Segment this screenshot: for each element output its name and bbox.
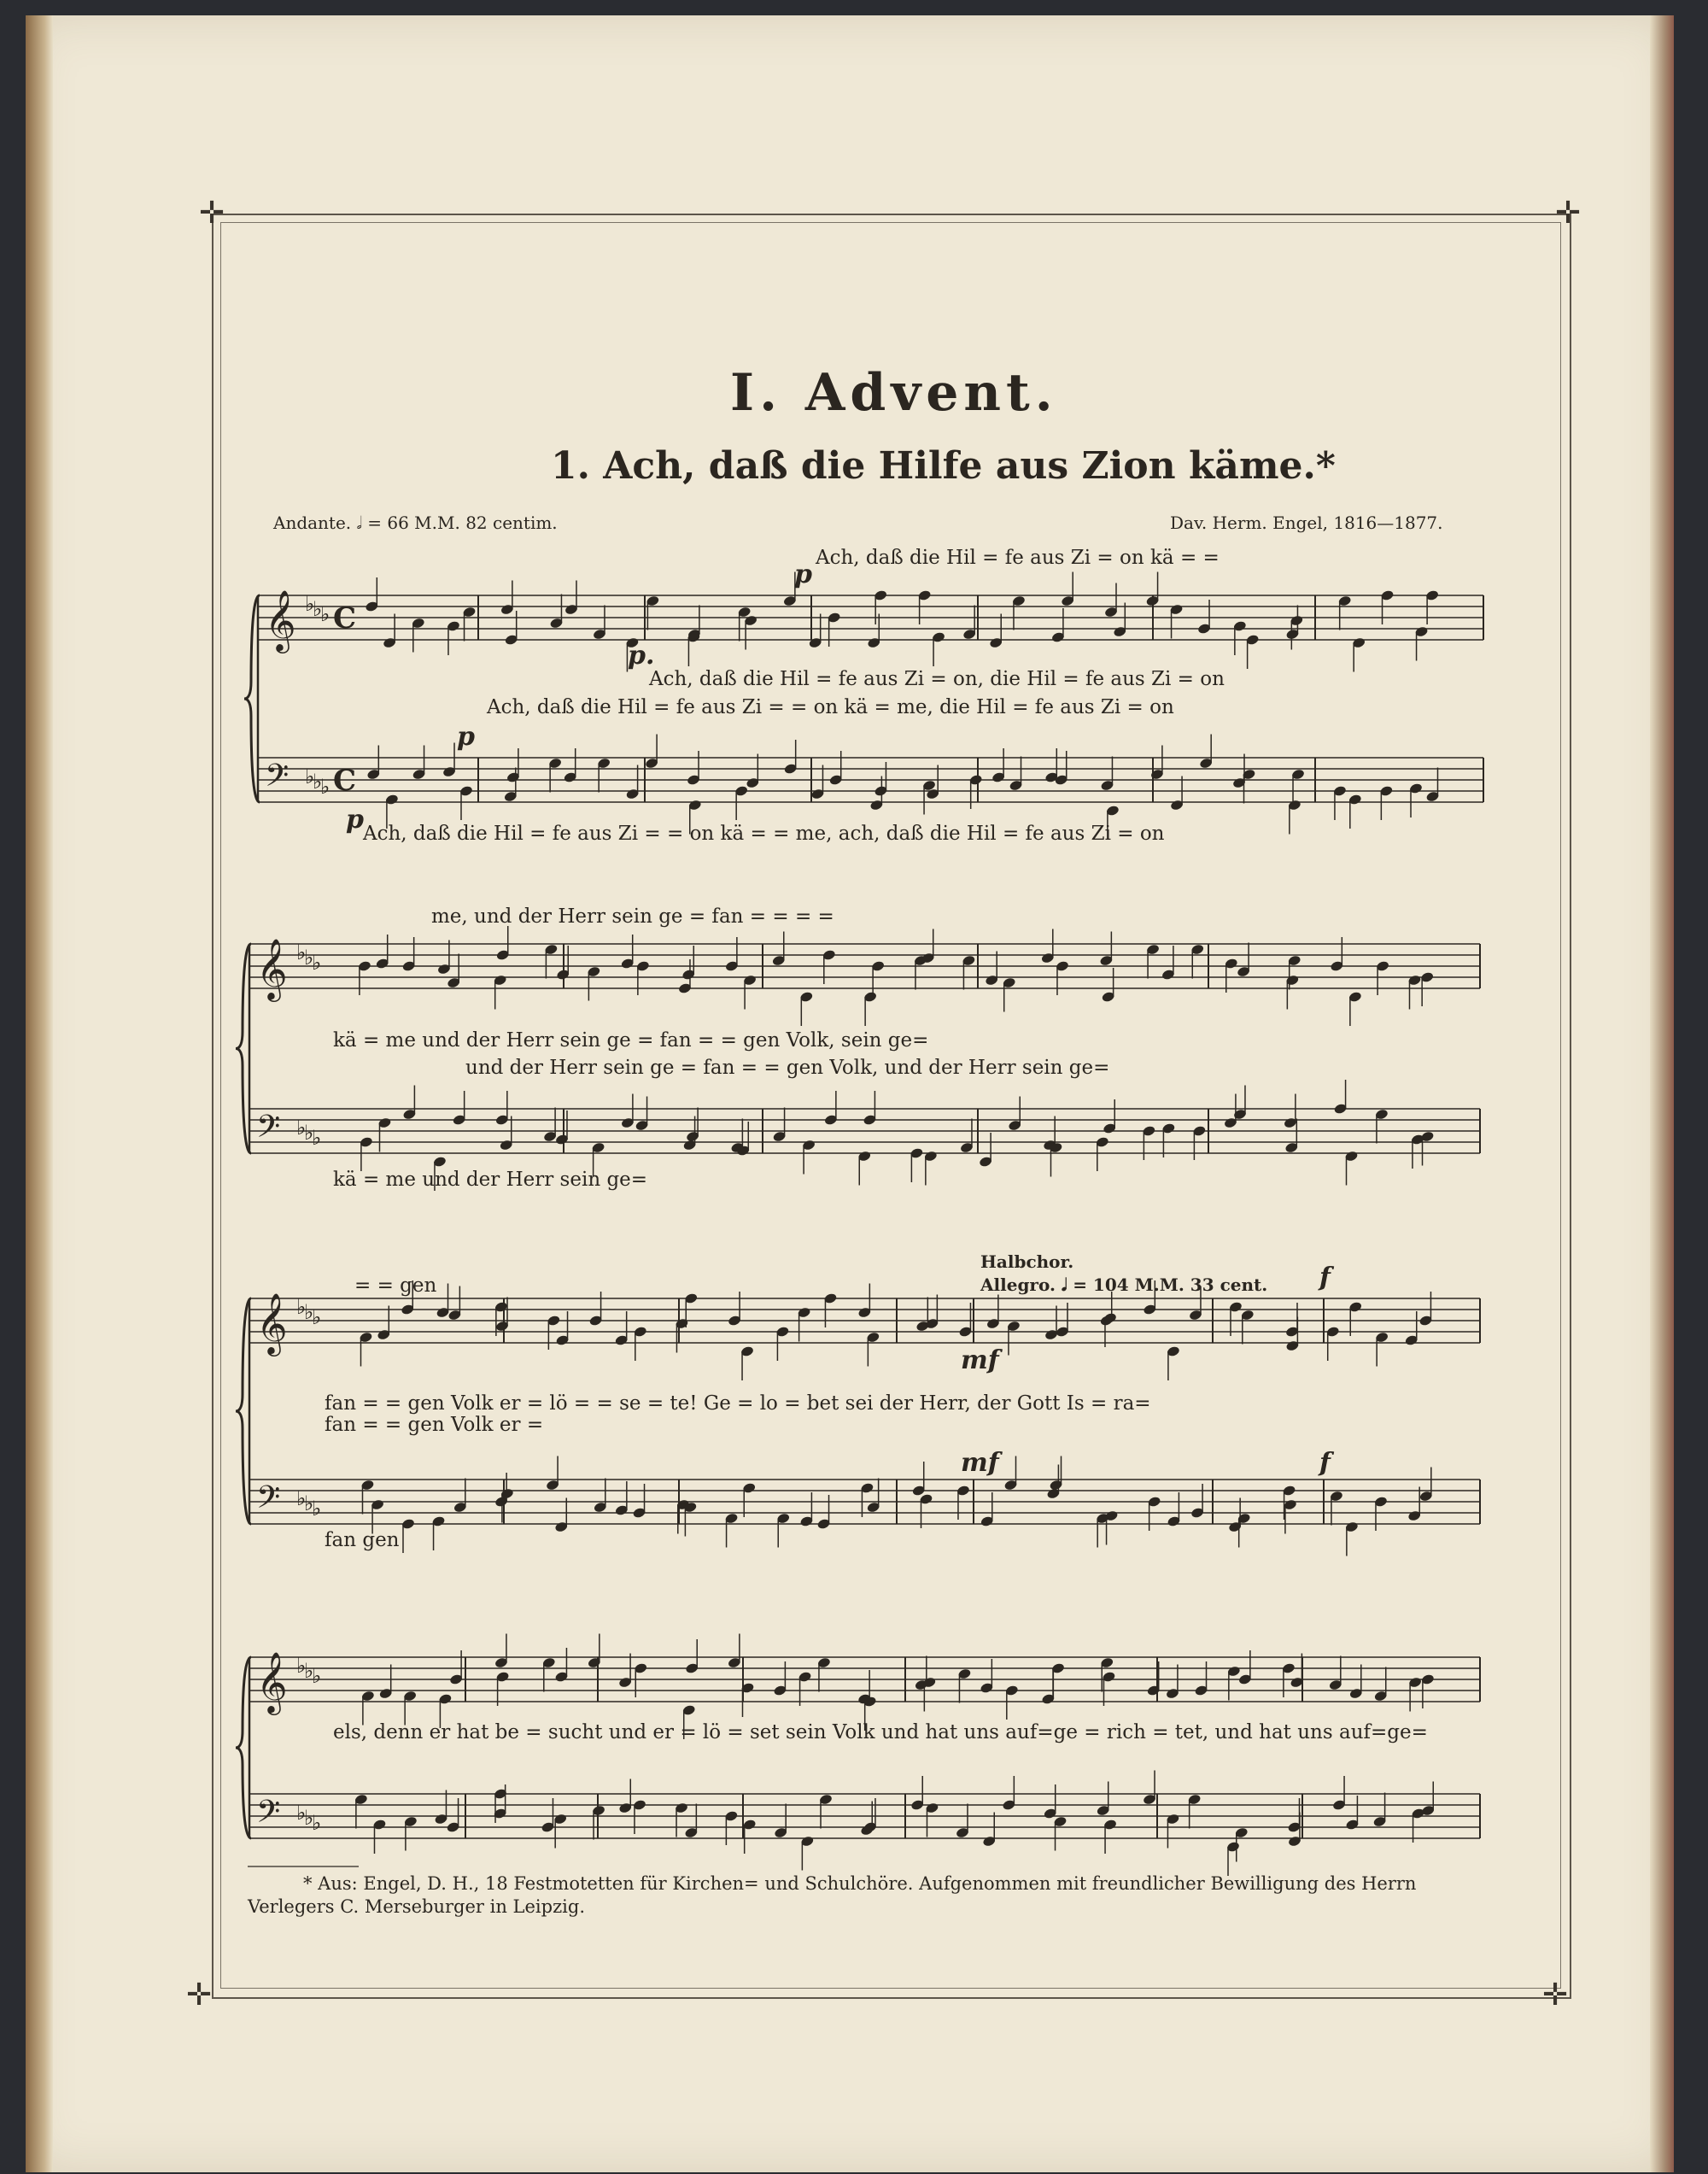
- flat-icon: ♭: [296, 1801, 307, 1825]
- section-title: I. Advent.: [730, 363, 1058, 423]
- halbchor-label: Halbchor.: [980, 1251, 1074, 1272]
- flat-icon: ♭: [312, 1305, 322, 1329]
- bass-clef-icon: 𝄢: [256, 1794, 281, 1837]
- dynamic-marking: p: [794, 560, 812, 589]
- flat-icon: ♭: [304, 1806, 314, 1830]
- flat-icon: ♭: [320, 775, 330, 799]
- bass-clef-icon: 𝄢: [265, 758, 290, 801]
- lyric-line: Ach, daß die Hil = fe aus Zi = = on kä = me, die Hil = fe aus Zi = on: [487, 696, 1174, 718]
- flat-icon: ♭: [304, 946, 314, 970]
- flat-icon: ♭: [305, 765, 315, 788]
- flat-icon: ♭: [304, 1659, 314, 1683]
- lyric-line: und der Herr sein ge = fan = = gen Volk, und der Herr sein ge=: [465, 1057, 1110, 1079]
- flat-icon: ♭: [296, 1295, 307, 1319]
- lyric-line: Ach, daß die Hil = fe aus Zi = on kä = =: [816, 547, 1220, 569]
- flat-icon: ♭: [312, 1497, 322, 1521]
- treble-clef-icon: 𝄞: [256, 937, 288, 999]
- treble-clef-icon: 𝄞: [256, 1292, 288, 1354]
- lyric-line: Ach, daß die Hil = fe aus Zi = on, die Hil = fe aus Zi = on: [649, 668, 1225, 690]
- footnote: Verlegers C. Merseburger in Leipzig.: [248, 1896, 585, 1917]
- composer-credit: Dav. Herm. Engel, 1816—1877.: [1170, 513, 1443, 533]
- lyric-line: kä = me und der Herr sein ge = fan = = gen Volk, sein ge=: [333, 1029, 929, 1052]
- bass-clef-icon: 𝄢: [256, 1480, 281, 1523]
- corner-ornament-icon: ✛: [1542, 1978, 1569, 2013]
- footnote: * Aus: Engel, D. H., 18 Festmotetten für Kirchen= und Schulchöre. Aufgenommen mit freundlicher Bewilligung des Herrn: [303, 1873, 1417, 1894]
- corner-ornament-icon: ✛: [1555, 196, 1582, 231]
- dynamic-marking: p: [346, 805, 364, 835]
- flat-icon: ♭: [304, 1121, 314, 1145]
- common-time-icon: C: [333, 601, 357, 636]
- flat-icon: ♭: [296, 1486, 307, 1510]
- dynamic-marking: p.: [628, 641, 655, 671]
- dynamic-marking: p: [457, 722, 475, 752]
- flat-icon: ♭: [304, 1491, 314, 1515]
- dynamic-marking: f: [1319, 1263, 1331, 1292]
- lyric-line: fan = = gen Volk er = lö = = se = te! Ge = lo = bet sei der Herr, der Gott Is = ra=: [325, 1392, 1151, 1415]
- dynamic-marking: mf: [961, 1448, 999, 1478]
- flat-icon: ♭: [296, 941, 307, 964]
- lyric-line: els, denn er hat be = sucht und er = lö = set sein Volk und hat uns auf=ge = rich = tet, und hat uns auf=ge=: [333, 1721, 1428, 1743]
- lyric-line: = = gen: [354, 1275, 437, 1297]
- flat-icon: ♭: [296, 1654, 307, 1678]
- tempo-marking: Allegro. 𝅘𝅥 = 104 M.M. 33 cent.: [980, 1275, 1268, 1295]
- dynamic-marking: mf: [961, 1345, 999, 1375]
- flat-icon: ♭: [312, 1126, 322, 1150]
- bass-clef-icon: 𝄢: [256, 1109, 281, 1152]
- flat-icon: ♭: [320, 602, 330, 626]
- common-time-icon: C: [333, 764, 357, 798]
- lyric-line: fan = = gen Volk er =: [325, 1414, 544, 1436]
- flat-icon: ♭: [312, 1664, 322, 1688]
- flat-icon: ♭: [313, 597, 323, 621]
- flat-icon: ♭: [296, 1116, 307, 1140]
- lyric-line: fan gen: [325, 1529, 400, 1551]
- flat-icon: ♭: [312, 1811, 322, 1835]
- flat-icon: ♭: [304, 1300, 314, 1324]
- lyric-line: Ach, daß die Hil = fe aus Zi = = on kä = = me, ach, daß die Hil = fe aus Zi = on: [363, 823, 1165, 845]
- dynamic-marking: f: [1319, 1448, 1331, 1478]
- lyric-line: me, und der Herr sein ge = fan = = = =: [431, 905, 834, 928]
- corner-ornament-icon: ✛: [199, 196, 225, 231]
- lyric-line: kä = me und der Herr sein ge=: [333, 1169, 648, 1191]
- flat-icon: ♭: [313, 770, 323, 794]
- treble-clef-icon: 𝄞: [265, 589, 296, 651]
- corner-ornament-icon: ✛: [186, 1978, 213, 2013]
- treble-clef-icon: 𝄞: [256, 1650, 288, 1713]
- flat-icon: ♭: [312, 951, 322, 975]
- song-title: 1. Ach, daß die Hilfe aus Zion käme.*: [551, 444, 1336, 488]
- flat-icon: ♭: [305, 592, 315, 616]
- tempo-marking: Andante. 𝅗𝅥 = 66 M.M. 82 centim.: [273, 513, 558, 533]
